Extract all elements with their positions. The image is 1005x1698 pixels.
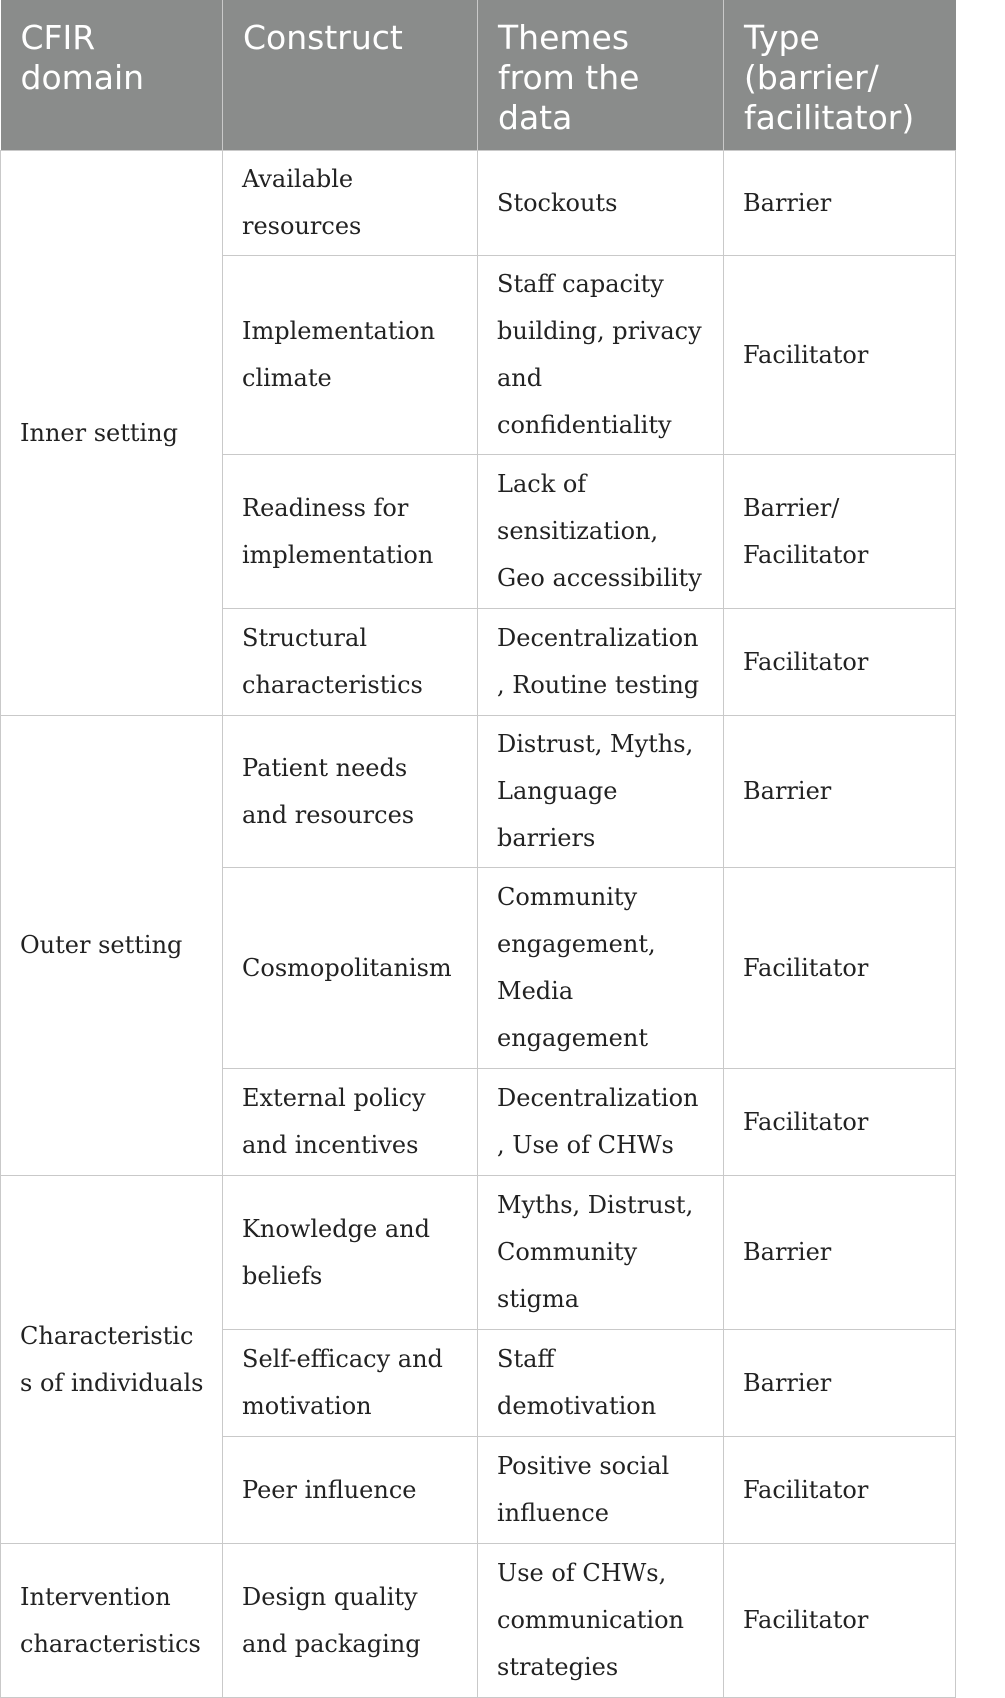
table-row bbox=[1, 1544, 956, 1698]
themes-cell: Positive social influence bbox=[478, 1437, 724, 1544]
construct-cell: Structural characteristics bbox=[223, 609, 478, 716]
type-cell: Facilitator bbox=[724, 868, 956, 1069]
header-type: Type (barrier/ facilitator) bbox=[724, 0, 956, 151]
themes-cell: Staff demotivation bbox=[478, 1330, 724, 1437]
construct-cell: External policy and incentives bbox=[223, 1069, 478, 1176]
construct-cell: Self-efficacy and motivation bbox=[223, 1330, 478, 1437]
table-row bbox=[1, 151, 956, 256]
themes-cell: Use of CHWs, communication strategies bbox=[478, 1544, 724, 1698]
themes-cell: Stockouts bbox=[478, 151, 724, 256]
construct-cell: Patient needs and resources bbox=[223, 716, 478, 868]
themes-cell: Decentralization, Use of CHWs bbox=[478, 1069, 724, 1176]
type-cell: Facilitator bbox=[724, 609, 956, 716]
construct-cell: Design quality and packaging bbox=[223, 1544, 478, 1698]
themes-cell: Community engagement, Media engagement bbox=[478, 868, 724, 1069]
type-cell: Barrier/ Facilitator bbox=[724, 455, 956, 609]
type-cell: Barrier bbox=[724, 1330, 956, 1437]
domain-intervention-characteristics: Intervention characteristics bbox=[1, 1544, 223, 1698]
domain-inner-setting: Inner setting bbox=[1, 151, 223, 716]
construct-cell: Peer influence bbox=[223, 1437, 478, 1544]
table-row bbox=[1, 716, 956, 868]
themes-cell: Distrust, Myths, Language barriers bbox=[478, 716, 724, 868]
type-cell: Facilitator bbox=[724, 1069, 956, 1176]
themes-cell: Staff capacity building, privacy and confidentiality bbox=[478, 256, 724, 455]
header-cfir-domain: CFIR domain bbox=[1, 0, 223, 151]
table-row bbox=[1, 1176, 956, 1330]
type-cell: Barrier bbox=[724, 716, 956, 868]
header-construct: Construct bbox=[223, 0, 478, 151]
type-cell: Facilitator bbox=[724, 1437, 956, 1544]
construct-cell: Readiness for implementation bbox=[223, 455, 478, 609]
domain-outer-setting: Outer setting bbox=[1, 716, 223, 1176]
construct-cell: Implementation climate bbox=[223, 256, 478, 455]
type-cell: Facilitator bbox=[724, 256, 956, 455]
header-themes: Themes from the data bbox=[478, 0, 724, 151]
table-body bbox=[1, 151, 956, 1698]
type-cell: Facilitator bbox=[724, 1544, 956, 1698]
construct-cell: Knowledge and beliefs bbox=[223, 1176, 478, 1330]
header-row bbox=[1, 0, 956, 151]
type-cell: Barrier bbox=[724, 1176, 956, 1330]
table-header bbox=[1, 0, 956, 151]
themes-cell: Lack of sensitization, Geo accessibility bbox=[478, 455, 724, 609]
themes-cell: Decentralization, Routine testing bbox=[478, 609, 724, 716]
type-cell: Barrier bbox=[724, 151, 956, 256]
construct-cell: Cosmopolitanism bbox=[223, 868, 478, 1069]
construct-cell: Available resources bbox=[223, 151, 478, 256]
themes-cell: Myths, Distrust, Community stigma bbox=[478, 1176, 724, 1330]
domain-characteristics-of-individuals: Characteristics of individuals bbox=[1, 1176, 223, 1544]
